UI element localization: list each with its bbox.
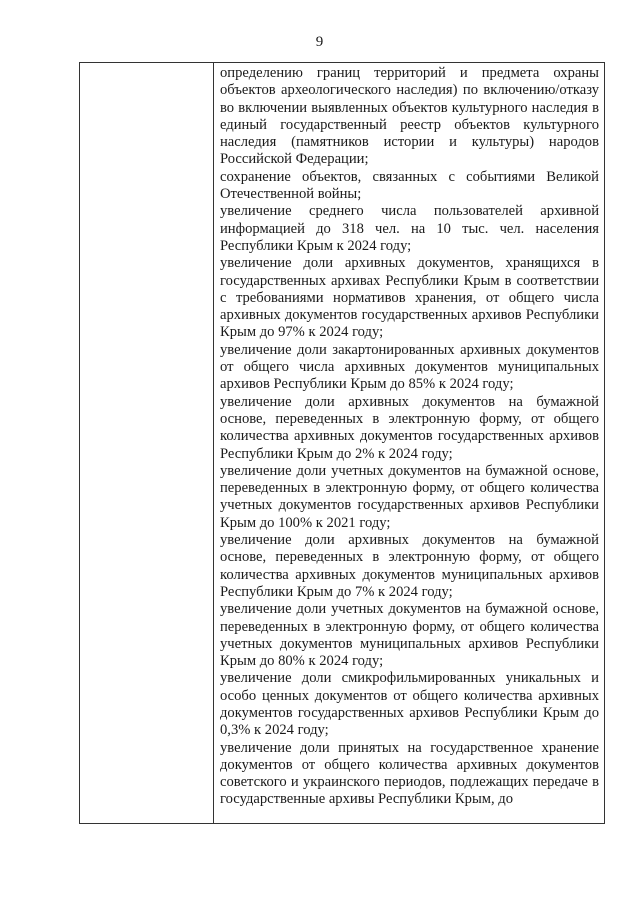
paragraph-3: увеличение среднего числа пользователей архивной информацией до 318 чел. на 10 тыс. чел. населения Республики Крым к 2024 году; [220, 203, 599, 254]
paragraph-10: увеличение доли смикрофильмированных уникальных и особо ценных документов от общего количества архивных документов государственных архивов Республики Крым до 0,3% к 2024 году; [220, 670, 599, 739]
paragraph-5: увеличение доли закартонированных архивных документов от общего числа архивных документов муниципальных архивов Республики Крым до 85% к 2024 году; [220, 341, 599, 393]
page-number: 9 [315, 34, 324, 50]
paragraph-2: сохранение объектов, связанных с событиями Великой Отечественной войны; [220, 168, 599, 203]
paragraph-7: увеличение доли учетных документов на бумажной основе, переведенных в электронную форму, от общего количества учетных документов государственных архивов Республики Крым до 100% к 2021 году; [220, 462, 599, 531]
content-cell [214, 63, 605, 824]
document-table [79, 62, 605, 824]
table-row [80, 63, 605, 824]
paragraph-8: увеличение доли архивных документов на бумажной основе, переведенных в электронную форму, от общего количества архивных документов муниципальных архивов Республики Крым до 7% к 2024 году; [220, 532, 599, 600]
paragraph-1: определению границ территорий и предмета охраны объектов археологического наследия) по включению/отказу во включении выявленных объектов культурного наследия в единый государственный реестр объектов культурного наследия (памятников истории и культуры) народов Российской Федерации; [220, 65, 599, 168]
paragraph-9: увеличение доли учетных документов на бумажной основе, переведенных в электронную форму, от общего количества учетных документов муниципальных архивов Республики Крым до 80% к 2024 году; [220, 601, 599, 670]
left-empty-cell [80, 63, 214, 824]
paragraph-4: увеличение доли архивных документов, хранящихся в государственных архивах Республики Крым в соответствии с требованиями нормативов хранения, от общего числа архивных документов государственных архивов Республики Крым до 97% к 2024 году; [220, 255, 599, 341]
paragraph-6: увеличение доли архивных документов на бумажной основе, переведенных в электронную форму, от общего количества архивных документов государственных архивов Республики Крым до 2% к 2024 году; [220, 393, 599, 462]
paragraph-11: увеличение доли принятых на государственное хранение документов от общего количества архивных документов советского и украинского периодов, подлежащих передаче в государственные архивы Республики Крым, до [220, 739, 599, 808]
